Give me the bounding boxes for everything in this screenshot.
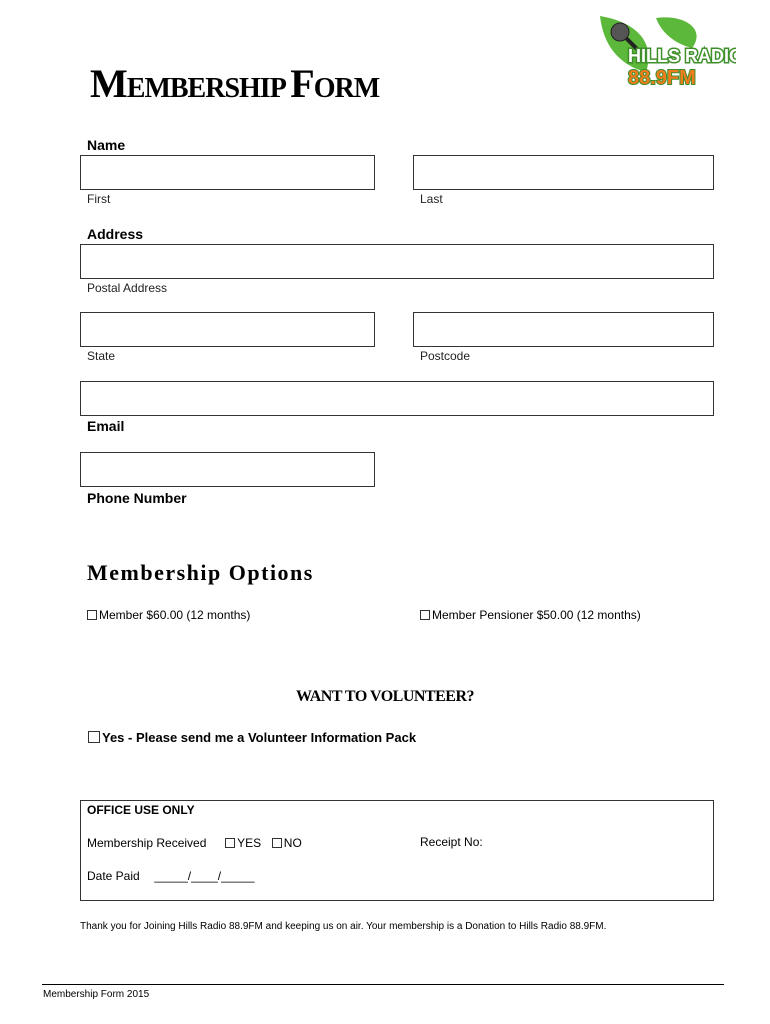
member-option-label: Member $60.00 (12 months) <box>99 608 251 622</box>
volunteer-yes-option[interactable] <box>88 730 416 745</box>
first-name-caption: First <box>87 192 111 206</box>
postcode-field[interactable] <box>413 312 714 347</box>
received-no-label: NO <box>283 836 302 850</box>
date-paid-blank: _____/____/_____ <box>154 869 255 883</box>
volunteer-yes-checkbox[interactable] <box>88 731 100 743</box>
logo-line2: 88.9FM <box>628 67 696 89</box>
office-use-heading: OFFICE USE ONLY <box>87 803 195 817</box>
membership-received-label: Membership Received <box>87 836 207 850</box>
hills-radio-logo <box>596 12 736 90</box>
date-paid-label: Date Paid <box>87 869 140 883</box>
member-option[interactable] <box>87 608 250 622</box>
pensioner-checkbox[interactable] <box>420 610 430 620</box>
email-field[interactable] <box>80 381 714 416</box>
last-name-field[interactable] <box>413 155 714 190</box>
membership-options-heading: Membership Options <box>87 560 314 585</box>
page-title: MEMBERSHIP FORM <box>90 61 380 106</box>
address-label: Address <box>87 226 144 242</box>
received-yes-checkbox[interactable] <box>225 838 235 848</box>
postal-address-field[interactable] <box>80 244 714 279</box>
pensioner-option[interactable] <box>420 608 641 622</box>
volunteer-yes-label: Yes - Please send me a Volunteer Information Pack <box>102 730 417 745</box>
footer-text: Membership Form 2015 <box>43 989 150 1000</box>
received-yes-label: YES <box>237 836 262 850</box>
postcode-caption: Postcode <box>420 349 471 363</box>
volunteer-heading: WANT TO VOLUNTEER? <box>296 688 474 705</box>
membership-received-row <box>87 836 302 850</box>
postal-address-caption: Postal Address <box>87 281 168 295</box>
email-label: Email <box>87 418 125 434</box>
last-name-caption: Last <box>420 192 443 206</box>
phone-label: Phone Number <box>87 490 187 506</box>
phone-field[interactable] <box>80 452 375 487</box>
name-label: Name <box>87 137 126 153</box>
state-caption: State <box>87 349 116 363</box>
received-no-checkbox[interactable] <box>272 838 282 848</box>
pensioner-option-label: Member Pensioner $50.00 (12 months) <box>432 608 641 622</box>
logo-line1: HILLS RADIO <box>628 46 736 66</box>
first-name-field[interactable] <box>80 155 375 190</box>
thanks-note: Thank you for Joining Hills Radio 88.9FM and keeping us on air. Your membership is a Donation to Hills Radio 88.9FM. <box>80 921 607 932</box>
member-checkbox[interactable] <box>87 610 97 620</box>
state-field[interactable] <box>80 312 375 347</box>
footer-divider <box>42 984 724 985</box>
date-paid-row <box>87 869 255 883</box>
receipt-no-label: Receipt No: <box>420 835 483 849</box>
